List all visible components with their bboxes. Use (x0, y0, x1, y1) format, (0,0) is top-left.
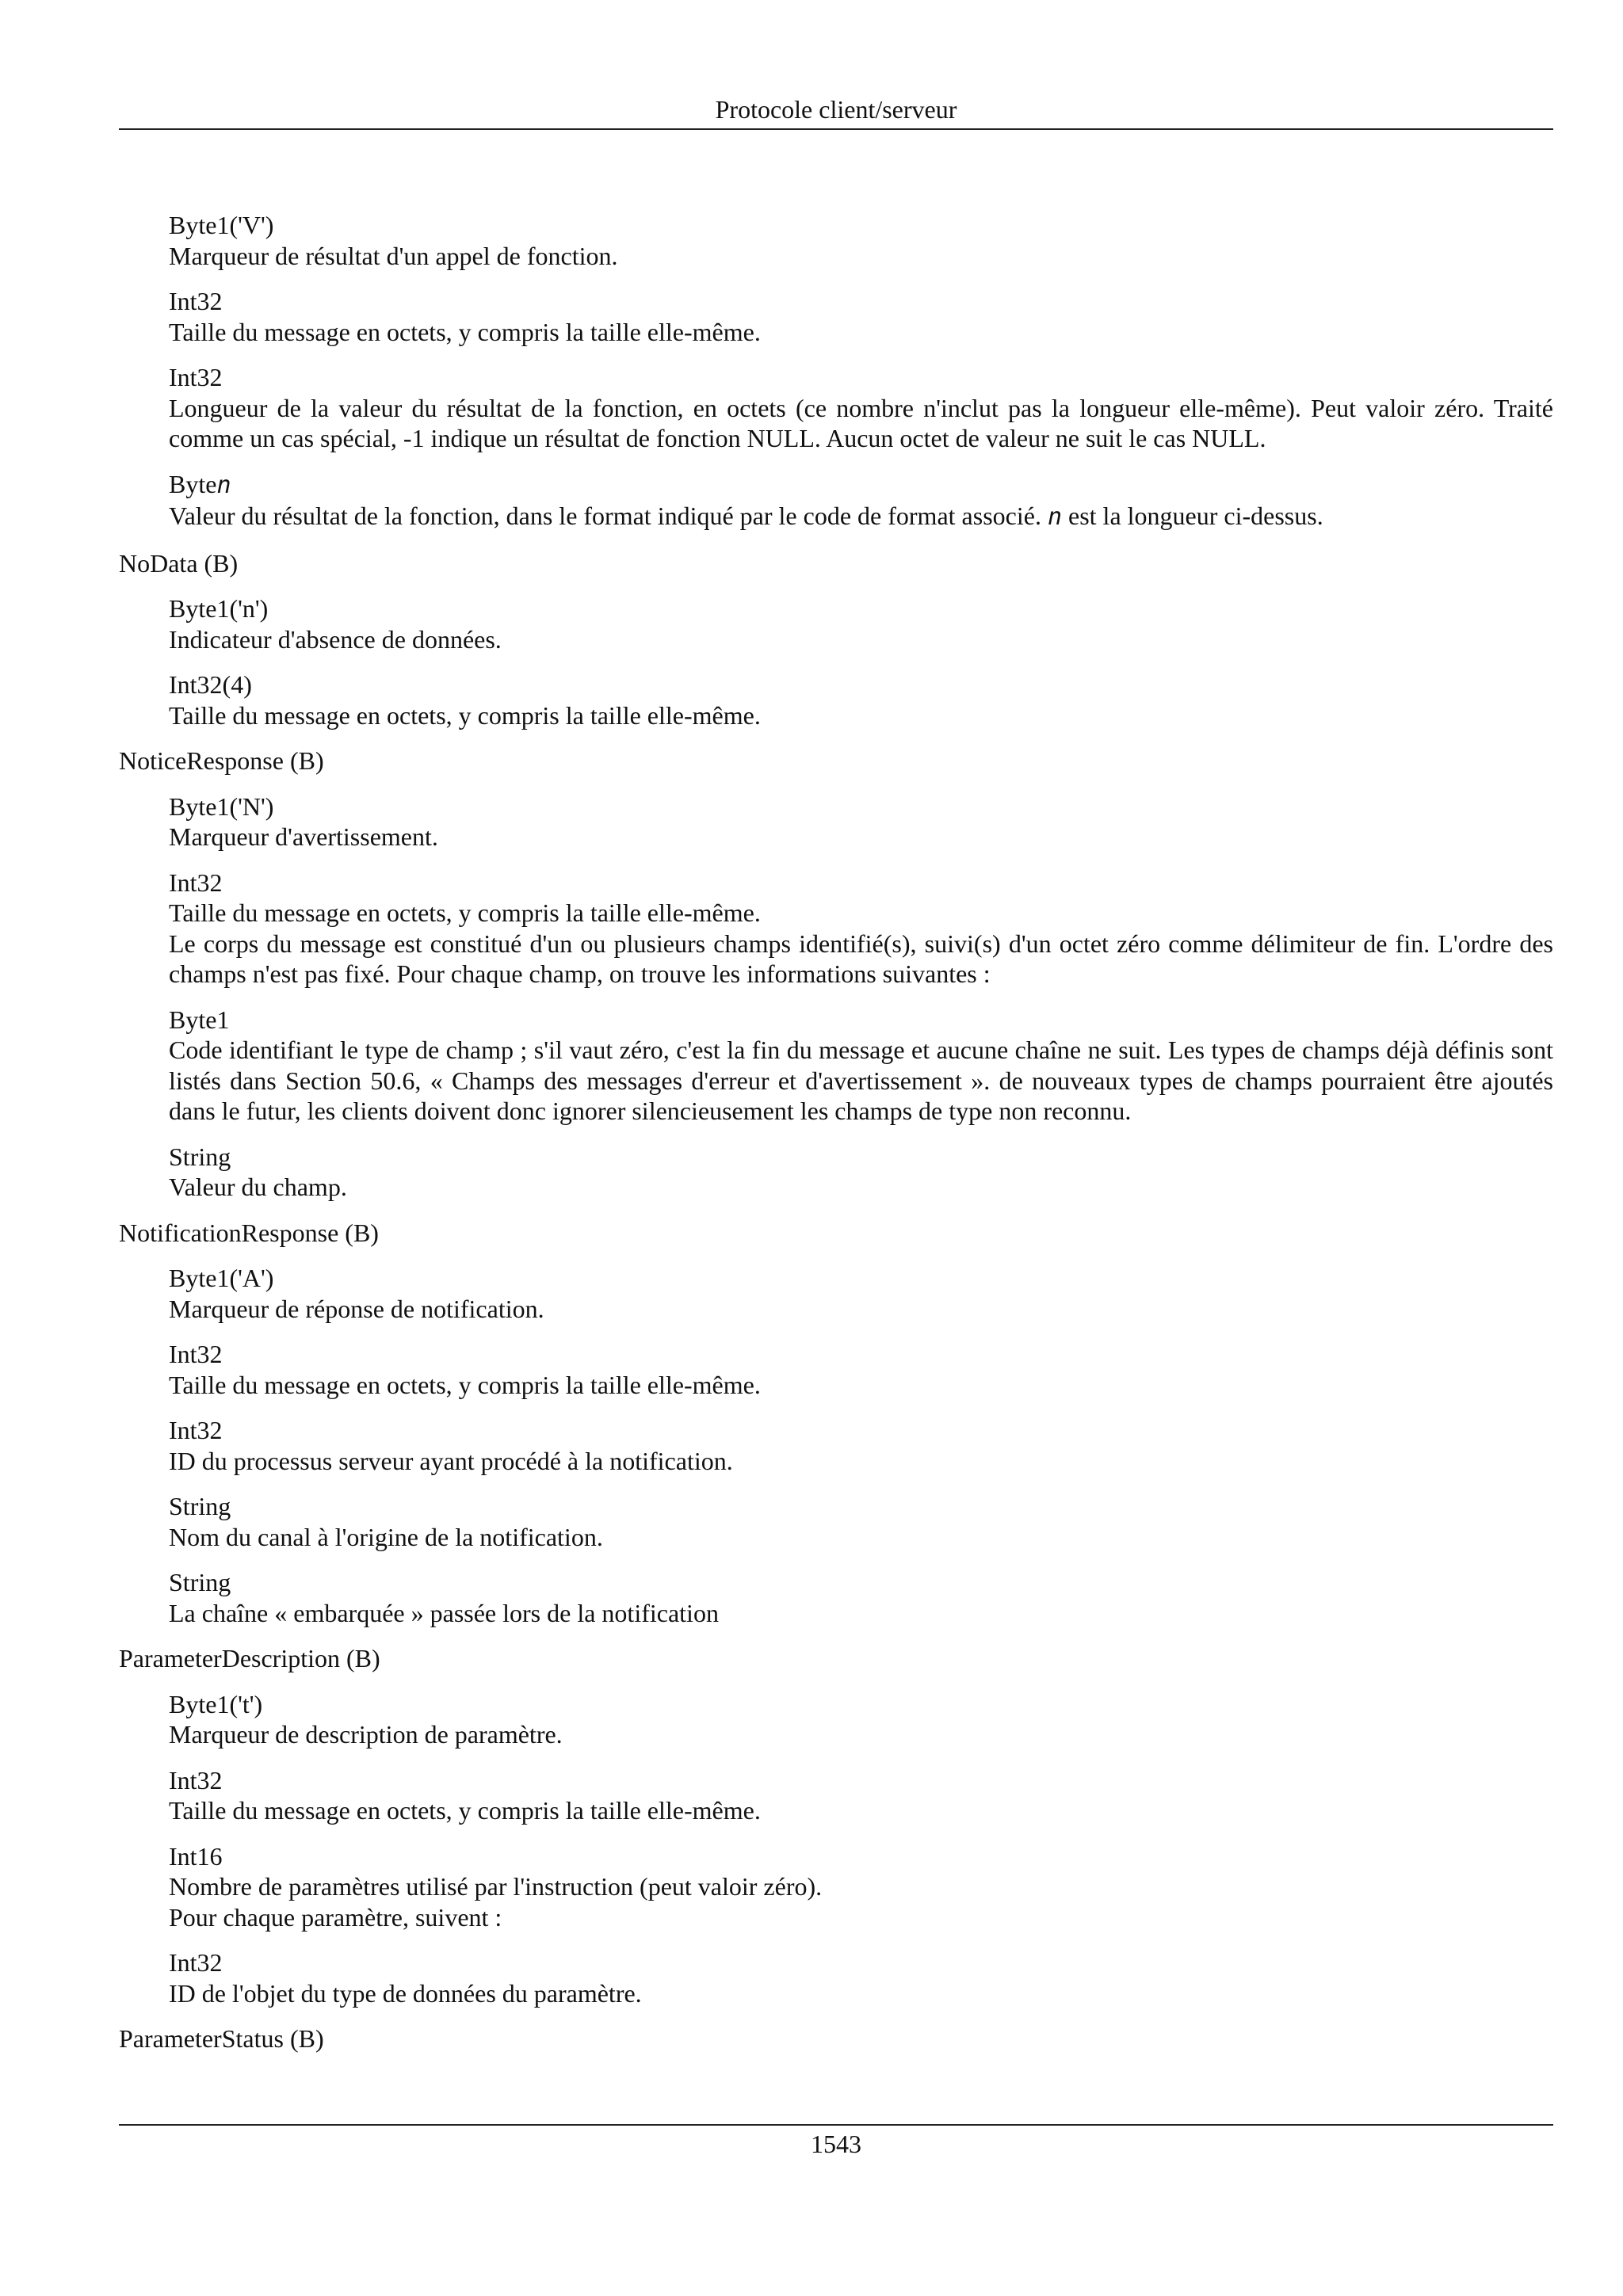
field-note: Pour chaque paramètre, suivent : (169, 1902, 502, 1932)
field-type: Int32 (169, 287, 223, 315)
field-type: Byte1('N') (169, 791, 274, 821)
field-type: String (169, 1142, 231, 1171)
field-type (169, 469, 1553, 502)
field-description: Marqueur de résultat d'un appel de fonction. (169, 241, 618, 270)
field-entry (169, 1142, 1553, 1203)
message-title-parameterdescription: ParameterDescription (B) (119, 1644, 380, 1672)
field-type: Int32 (169, 363, 223, 391)
field-entry (169, 1339, 1553, 1400)
field-description: Nom du canal à l'origine de la notification. (169, 1522, 603, 1551)
field-description: ID de l'objet du type de données du paramètre. (169, 1978, 642, 2008)
field-description-prefix: Valeur du résultat de la fonction, dans le format indiqué par le code de format associé. (169, 502, 1048, 530)
field-entry (169, 1415, 1553, 1476)
field-entry (169, 593, 1553, 654)
field-type: Int32 (169, 868, 223, 897)
document-page (119, 0, 1553, 2296)
field-entry (169, 791, 1553, 852)
field-type: Int32 (169, 1340, 223, 1368)
field-entry (169, 469, 1553, 533)
field-type: Int32 (169, 1765, 223, 1794)
field-entry (169, 1689, 1553, 1750)
field-description: Longueur de la valeur du résultat de la fonction, en octets (ce nombre n'inclut pas la longueur elle-même). Peut valoir zéro. Traité comme un cas spécial, -1 indique un résultat de fonction NULL. Aucun octet de valeur ne suit le cas NULL. (169, 393, 1553, 452)
field-type: Int32 (169, 1948, 223, 1977)
field-entry (169, 1947, 1553, 2008)
field-description: Taille du message en octets, y compris la taille elle-même. (169, 898, 761, 927)
field-description: Taille du message en octets, y compris la taille elle-même. (169, 1796, 761, 1825)
field-description: Marqueur de description de paramètre. (169, 1720, 563, 1749)
field-description: Code identifiant le type de champ ; s'il vaut zéro, c'est la fin du message et aucune chaîne ne suit. Les types de champs déjà définis sont listés dans Section 50.6, « Champs des messages d'erreur et d'avertissement ». de nouveaux types de champs pourraient être ajoutés dans le futur, les clients doivent donc ignorer silencieusement les champs de type non reconnu. (169, 1035, 1553, 1125)
field-entry (169, 868, 1553, 990)
field-type: Byte1('A') (169, 1264, 274, 1292)
field-entry (169, 362, 1553, 454)
field-entry (169, 1491, 1553, 1552)
field-entry (169, 1765, 1553, 1826)
message-title-nodata: NoData (B) (119, 548, 239, 578)
field-description: Valeur du champ. (169, 1173, 347, 1201)
field-type: Int16 (169, 1841, 223, 1871)
footer-rule (119, 2124, 1553, 2126)
field-type: Int32(4) (169, 670, 252, 699)
field-description: Marqueur de réponse de notification. (169, 1294, 544, 1323)
message-title-notificationresponse: NotificationResponse (B) (119, 1218, 379, 1247)
field-description: Nombre de paramètres utilisé par l'instruction (peut valoir zéro). (169, 1872, 823, 1901)
field-entry (169, 210, 1553, 271)
field-note: Le corps du message est constitué d'un ou plusieurs champs identifié(s), suivi(s) d'un octet zéro comme délimiteur de fin. L'ordre des champs n'est pas fixé. Pour chaque champ, on trouve les informations suivantes : (169, 929, 1553, 988)
field-type: Byte1('t') (169, 1689, 263, 1718)
field-description: La chaîne « embarquée » passée lors de la notification (169, 1598, 719, 1627)
message-title-noticeresponse: NoticeResponse (B) (119, 746, 324, 775)
running-header: Protocole client/serveur (715, 95, 957, 124)
field-type-variable: n (216, 471, 231, 499)
field-type: Byte1('n') (169, 594, 269, 623)
field-description: Taille du message en octets, y compris la taille elle-même. (169, 317, 761, 346)
field-description: Taille du message en octets, y compris la taille elle-même. (169, 700, 761, 730)
field-description: Marqueur d'avertissement. (169, 822, 438, 851)
header-rule (119, 128, 1553, 130)
field-description: Indicateur d'absence de données. (169, 624, 502, 654)
document-content (119, 210, 1553, 2069)
page-number: 1543 (811, 2130, 861, 2158)
field-type: String (169, 1568, 231, 1596)
field-entry (169, 1263, 1553, 1324)
field-description (169, 501, 1553, 533)
field-type: String (169, 1492, 231, 1520)
field-entry (169, 1567, 1553, 1628)
field-description-suffix: est la longueur ci-dessus. (1062, 502, 1323, 530)
field-description-variable: n (1047, 503, 1062, 531)
message-title-parameterstatus: ParameterStatus (B) (119, 2024, 324, 2053)
field-description: Taille du message en octets, y compris la taille elle-même. (169, 1370, 761, 1399)
field-description: ID du processus serveur ayant procédé à la notification. (169, 1446, 733, 1475)
field-entry (169, 286, 1553, 347)
field-entry (169, 1005, 1553, 1127)
field-type: Byte1 (169, 1005, 230, 1034)
field-entry (169, 1841, 1553, 1933)
field-type: Int32 (169, 1416, 223, 1444)
field-type: Byte1('V') (169, 211, 274, 239)
field-type-prefix: Byte (169, 469, 217, 498)
field-entry (169, 669, 1553, 730)
